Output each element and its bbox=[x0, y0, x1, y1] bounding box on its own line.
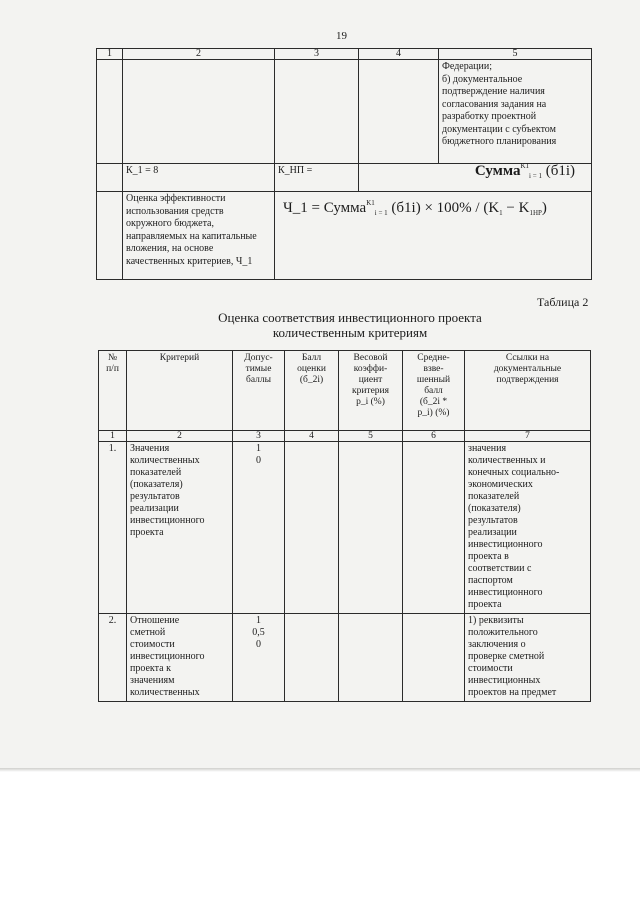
k1-label: К_1 = 8 bbox=[123, 164, 275, 192]
formula-k1-sub: 1 bbox=[499, 209, 503, 217]
table-row bbox=[97, 60, 592, 164]
formula-rest: (б1i) × 100% / (K bbox=[391, 200, 500, 216]
table-row bbox=[97, 192, 592, 280]
col-number: 4 bbox=[359, 49, 439, 60]
header-cell: Весовой коэффи- циент критерия p_i (%) bbox=[339, 351, 403, 431]
formula-k1hp-sub: 1НР bbox=[529, 209, 542, 217]
criterion-cell: Отношение сметной стоимости инвестиционного проекта к значениям количественных bbox=[127, 614, 233, 702]
score-cell bbox=[285, 442, 339, 614]
header-row bbox=[99, 351, 591, 431]
weighted-score-cell bbox=[403, 614, 465, 702]
table-number: Таблица 2 bbox=[537, 295, 589, 309]
references-cell: 1) реквизиты положительного заключения о проверке сметной стоимости инвестиционных проектов на предмет bbox=[465, 614, 591, 702]
header-cell: Ссылки на документальные подтверждения bbox=[465, 351, 591, 431]
weight-cell bbox=[339, 614, 403, 702]
header-cell: Критерий bbox=[127, 351, 233, 431]
formula-close: ) bbox=[541, 200, 547, 216]
col-number: 6 bbox=[403, 431, 465, 442]
col-number: 3 bbox=[275, 49, 359, 60]
criterion-cell: Значения количественных показателей (показателя) результатов реализации инвестиционного проекта bbox=[127, 442, 233, 614]
formula-lhs: Ч_1 = Сумма bbox=[283, 200, 367, 216]
formula-minus: − K bbox=[502, 200, 530, 216]
col-number: 5 bbox=[439, 49, 592, 60]
table-title-line1: Оценка соответствия инвестиционного проекта bbox=[218, 310, 482, 325]
table-row bbox=[99, 614, 591, 702]
continuation-table bbox=[96, 48, 592, 280]
page-number: 19 bbox=[336, 30, 347, 42]
col-number: 2 bbox=[127, 431, 233, 442]
knp-label: К_НП = bbox=[275, 164, 359, 192]
header-cell: № п/п bbox=[99, 351, 127, 431]
references-cell: значения количественных и конечных социально- экономических показателей (показателя) результатов реализации инвестиционного проекта в соответствии с паспортом инвестиционного проекта bbox=[465, 442, 591, 614]
col-number: 3 bbox=[233, 431, 285, 442]
score-cell bbox=[285, 614, 339, 702]
sum-formula bbox=[359, 164, 592, 192]
formula-arg: (б1i) bbox=[545, 163, 575, 179]
col-number: 2 bbox=[123, 49, 275, 60]
formula-sum-text: Сумма bbox=[474, 163, 521, 179]
col-number: 5 bbox=[339, 431, 403, 442]
col-number: 1 bbox=[97, 49, 123, 60]
header-cell: Балл оценки (б_2i) bbox=[285, 351, 339, 431]
allowed-scores-cell: 1 0 bbox=[233, 442, 285, 614]
formula-sup: K1 bbox=[366, 199, 375, 207]
page-edge-shadow bbox=[0, 768, 640, 772]
row-number: 1. bbox=[99, 442, 127, 614]
header-cell: Допус- тимые баллы bbox=[233, 351, 285, 431]
col-number: 1 bbox=[99, 431, 127, 442]
criteria-table bbox=[98, 350, 591, 702]
weight-cell bbox=[339, 442, 403, 614]
table-row bbox=[97, 164, 592, 192]
efficiency-formula bbox=[275, 192, 592, 280]
formula-sup: K1 bbox=[520, 162, 530, 170]
header-cell: Средне- взве- шенный балл (б_2i * p_i) (%) bbox=[403, 351, 465, 431]
formula-sub: i = 1 bbox=[529, 172, 542, 180]
col-number: 4 bbox=[285, 431, 339, 442]
criterion-label: Оценка эффективности использования средств окружного бюджета, направляемых на капитальные вложения, на основе качественных критериев, Ч_1 bbox=[123, 192, 275, 280]
table-title-line2: количественным критериям bbox=[272, 325, 428, 340]
formula-sub: i = 1 bbox=[374, 209, 388, 217]
col-number: 7 bbox=[465, 431, 591, 442]
allowed-scores-cell: 1 0,5 0 bbox=[233, 614, 285, 702]
column-number-row bbox=[99, 431, 591, 442]
weighted-score-cell bbox=[403, 442, 465, 614]
table-row bbox=[99, 442, 591, 614]
row-number: 2. bbox=[99, 614, 127, 702]
column-number-row bbox=[97, 49, 592, 60]
documents-cell: Федерации; б) документальное подтверждение наличия согласования задания на разработку проектной документации с субъектом бюджетного планирования bbox=[439, 60, 592, 164]
